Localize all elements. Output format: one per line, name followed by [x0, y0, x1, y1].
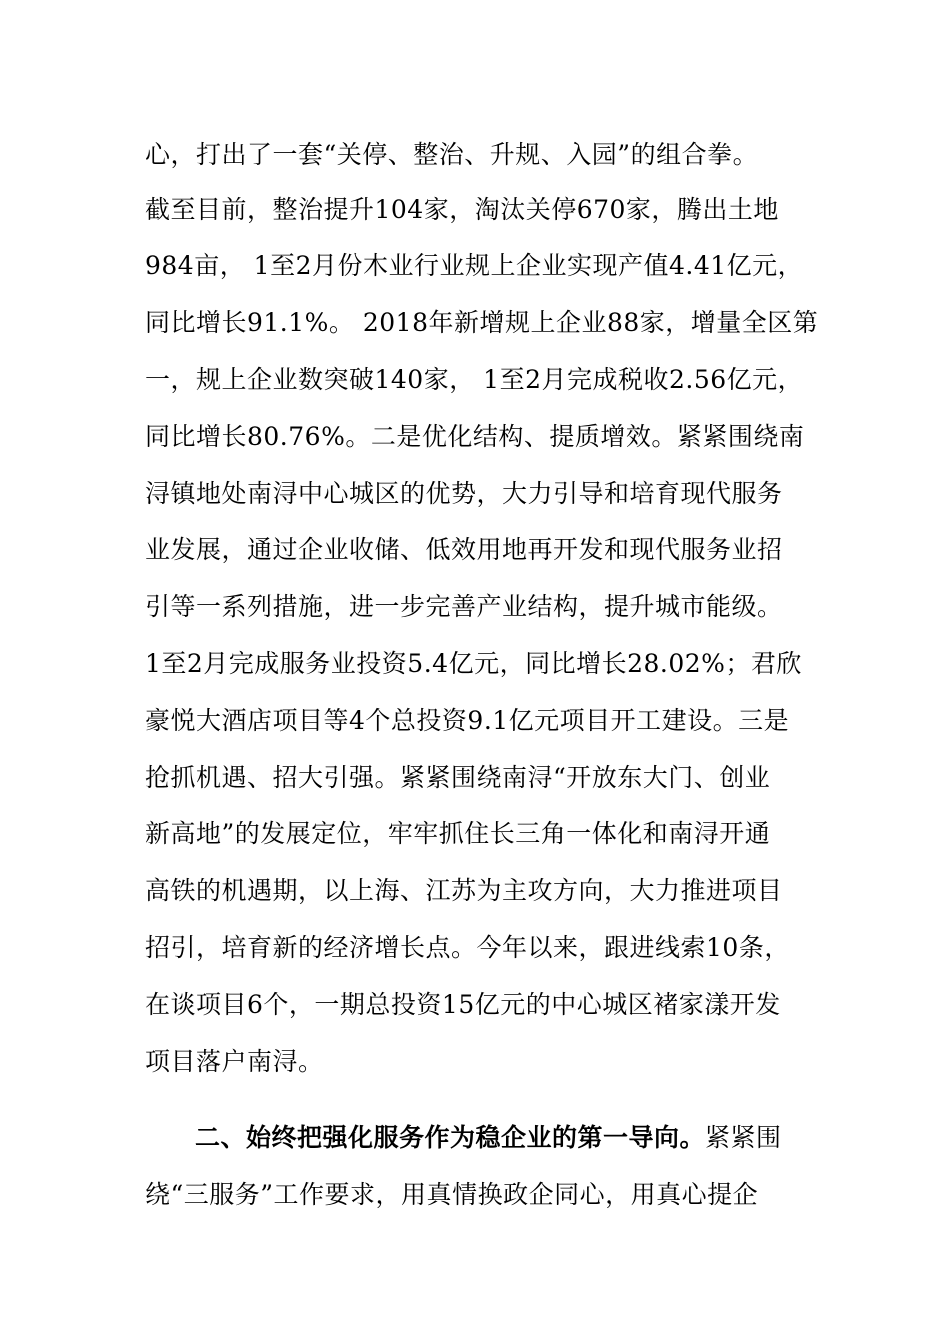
paragraph-1-line-13: 新高地”的发展定位，牢牢抓住长三角一体化和南浔开通: [145, 819, 771, 848]
paragraph-1-line-8: 业发展，通过企业收储、低效用地再开发和现代服务业招: [145, 535, 783, 564]
paragraph-1-line-7: 浔镇地处南浔中心城区的优势，大力引导和培育现代服务: [145, 479, 783, 508]
paragraph-1-line-6: 同比增长80.76%。二是优化结构、提质增效。紧紧围绕南: [145, 422, 805, 451]
section-heading: 二、始终把强化服务作为稳企业的第一导向。: [195, 1123, 706, 1152]
paragraph-1-line-9: 引等一系列措施，进一步完善产业结构，提升城市能级。: [145, 592, 783, 621]
paragraph-1-line-1: 心，打出了一套“关停、整治、升规、入园”的组合拳。: [145, 140, 759, 169]
paragraph-1-line-11: 豪悦大酒店项目等4个总投资9.1亿元项目开工建设。三是: [145, 706, 790, 735]
paragraph-1-line-3: 984亩， 1至2月份木业行业规上企业实现产值4.41亿元，: [145, 251, 804, 280]
paragraph-1-line-17: 项目落户南浔。: [145, 1047, 324, 1076]
paragraph-1-line-12: 抢抓机遇、招大引强。紧紧围绕南浔“开放东大门、创业: [145, 763, 771, 792]
paragraph-1-line-4: 同比增长91.1%。 2018年新增规上企业88家，增量全区第: [145, 308, 819, 337]
paragraph-1-line-10: 1至2月完成服务业投资5.4亿元，同比增长28.02%；君欣: [145, 649, 802, 678]
paragraph-2-line-1: [145, 1118, 825, 1158]
paragraph-2-line-2: 绕“三服务”工作要求，用真情换政企同心，用真心提企: [145, 1180, 759, 1209]
paragraph-2-line-1-text: 紧紧围: [705, 1123, 782, 1152]
paragraph-1-line-2: 截至目前，整治提升104家，淘汰关停670家，腾出土地: [145, 195, 779, 224]
paragraph-1-line-5: 一，规上企业数突破140家， 1至2月完成税收2.56亿元，: [145, 365, 804, 394]
paragraph-1-line-15: 招引，培育新的经济增长点。今年以来，跟进线索10条，: [145, 933, 790, 962]
paragraph-1-line-14: 高铁的机遇期，以上海、江苏为主攻方向，大力推进项目: [145, 876, 783, 905]
paragraph-1-line-16: 在谈项目6个，一期总投资15亿元的中心城区褚家漾开发: [145, 990, 781, 1019]
